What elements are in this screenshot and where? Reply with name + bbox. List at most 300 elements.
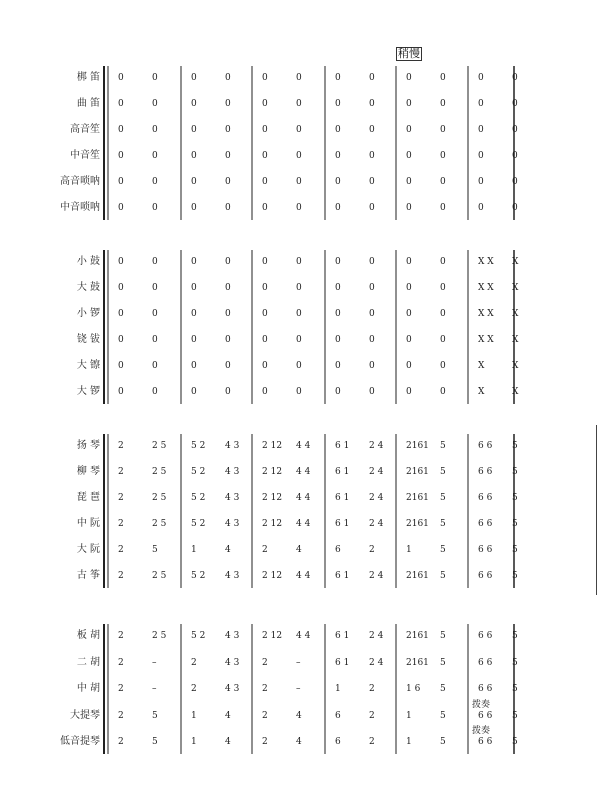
score-beat: 0 bbox=[152, 203, 158, 213]
score-beat: 5 2 bbox=[191, 631, 206, 641]
score-beat: 4 4 bbox=[296, 441, 311, 451]
instrument-name: 板 胡 bbox=[76, 630, 100, 641]
score-beat: 0 bbox=[152, 283, 158, 293]
score-beat: 6 6 bbox=[478, 545, 493, 555]
score-beat: X X bbox=[478, 309, 494, 319]
score-beat: 4 bbox=[296, 737, 302, 747]
score-beat: 0 bbox=[225, 283, 231, 293]
score-beat: X X bbox=[478, 335, 494, 345]
score-beat: 0 bbox=[262, 125, 268, 135]
score-beat: 6 1 bbox=[335, 571, 350, 581]
score-beat: 0 bbox=[440, 151, 446, 161]
instrument-name: 大 锣 bbox=[76, 386, 100, 397]
tempo-mark: 稍慢 bbox=[398, 47, 420, 60]
score-beat: 5 bbox=[440, 493, 446, 503]
score-beat: 2 bbox=[369, 737, 375, 747]
score-beat: 0 bbox=[118, 177, 124, 187]
score-beat: 2 5 bbox=[152, 493, 167, 503]
score-beat: 2 bbox=[118, 737, 124, 747]
score-beat: 6 6 bbox=[478, 710, 493, 721]
score-beat: 6 6 bbox=[478, 684, 493, 694]
score-beat: 5 bbox=[512, 710, 518, 721]
score-beat: 0 bbox=[406, 125, 412, 135]
score-beat: 0 bbox=[262, 73, 268, 83]
score-beat: 4 3 bbox=[225, 631, 240, 641]
score-beat: 1 bbox=[406, 710, 412, 721]
score-beat: 6 1 bbox=[335, 519, 350, 529]
score-beat: 0 bbox=[296, 177, 302, 187]
instrument-name: 中 胡 bbox=[76, 683, 100, 694]
score-beat: X bbox=[512, 335, 519, 345]
score-beat: 0 bbox=[118, 361, 124, 371]
score-beat: 2 bbox=[118, 519, 124, 529]
score-beat: 0 bbox=[335, 387, 341, 397]
score-beat: 6 6 bbox=[478, 519, 493, 529]
score-beat: 1 bbox=[406, 545, 412, 555]
score-beat: 0 bbox=[262, 283, 268, 293]
score-beat: 0 bbox=[262, 361, 268, 371]
score-beat: 2 bbox=[262, 684, 268, 694]
instrument-name: 高音唢呐 bbox=[60, 176, 100, 187]
score-beat: 2 4 bbox=[369, 657, 384, 668]
score-beat: 6 6 bbox=[478, 657, 493, 668]
score-beat: 0 bbox=[152, 361, 158, 371]
score-beat: 6 6 bbox=[478, 631, 493, 641]
score-beat: 2 bbox=[262, 710, 268, 721]
score-beat: 0 bbox=[478, 73, 484, 83]
score-beat: 2 bbox=[118, 571, 124, 581]
score-beat: 4 4 bbox=[296, 631, 311, 641]
score-beat: 0 bbox=[478, 177, 484, 187]
score-beat: 4 3 bbox=[225, 441, 240, 451]
score-beat: X bbox=[478, 387, 485, 397]
score-beat: 2 5 bbox=[152, 467, 167, 477]
score-beat: 2 4 bbox=[369, 519, 384, 529]
score-beat: 4 4 bbox=[296, 467, 311, 477]
score-beat: 0 bbox=[369, 73, 375, 83]
score-beat: 2 bbox=[369, 710, 375, 721]
score-beat: 0 bbox=[406, 151, 412, 161]
score-beat: 0 bbox=[512, 203, 518, 213]
score-beat: 2 5 bbox=[152, 441, 167, 451]
score-beat: 0 bbox=[335, 177, 341, 187]
score-beat: 0 bbox=[118, 283, 124, 293]
score-beat: 0 bbox=[152, 73, 158, 83]
score-beat: 0 bbox=[225, 257, 231, 267]
score-beat: 0 bbox=[335, 73, 341, 83]
score-beat: X X bbox=[478, 257, 494, 267]
score-beat: 4 bbox=[225, 710, 231, 721]
score-beat: 0 bbox=[406, 387, 412, 397]
score-beat: 0 bbox=[296, 125, 302, 135]
score-beat: X bbox=[512, 387, 519, 397]
score-beat: 6 1 bbox=[335, 657, 350, 668]
score-beat: 0 bbox=[296, 309, 302, 319]
score-beat: 0 bbox=[369, 151, 375, 161]
score-beat: 2 4 bbox=[369, 441, 384, 451]
score-beat: 5 2 bbox=[191, 467, 206, 477]
score-beat: 0 bbox=[118, 203, 124, 213]
score-beat: 4 3 bbox=[225, 467, 240, 477]
score-beat: 0 bbox=[296, 257, 302, 267]
page-edge-mark bbox=[596, 425, 597, 595]
score-beat: 5 bbox=[440, 631, 446, 641]
score-beat: 2161 bbox=[406, 493, 429, 503]
score-beat: 4 bbox=[225, 737, 231, 747]
score-beat: 5 bbox=[440, 710, 446, 721]
score-beat: 2 5 bbox=[152, 519, 167, 529]
score-beat: 5 bbox=[440, 545, 446, 555]
score-beat: 6 6 bbox=[478, 571, 493, 581]
score-beat: 2 bbox=[118, 657, 124, 668]
score-beat: 2 4 bbox=[369, 631, 384, 641]
score-beat: 0 bbox=[262, 177, 268, 187]
score-beat: 2 4 bbox=[369, 493, 384, 503]
score-beat: 0 bbox=[478, 203, 484, 213]
score-beat: 2 bbox=[118, 710, 124, 721]
score-beat: 6 6 bbox=[478, 441, 493, 451]
score-beat: 0 bbox=[118, 99, 124, 109]
score-beat: 0 bbox=[118, 151, 124, 161]
score-beat: 5 bbox=[440, 519, 446, 529]
score-beat: 2 bbox=[118, 545, 124, 555]
score-beat: 2 12 bbox=[262, 631, 283, 641]
score-beat: 0 bbox=[152, 151, 158, 161]
score-beat: 0 bbox=[262, 203, 268, 213]
score-beat: X bbox=[512, 257, 519, 267]
score-beat: 2 12 bbox=[262, 571, 283, 581]
score-beat: 0 bbox=[440, 387, 446, 397]
score-beat: 4 bbox=[296, 710, 302, 721]
score-beat: 2 bbox=[262, 545, 268, 555]
instrument-name: 曲 笛 bbox=[76, 98, 100, 109]
score-beat: 0 bbox=[296, 99, 302, 109]
score-beat: 0 bbox=[478, 125, 484, 135]
score-beat: – bbox=[152, 657, 157, 668]
score-beat: 1 bbox=[406, 737, 412, 747]
score-beat: 2161 bbox=[406, 519, 429, 529]
instrument-name: 大 鼓 bbox=[76, 282, 100, 293]
score-beat: 2161 bbox=[406, 441, 429, 451]
instrument-name: 小 鼓 bbox=[76, 256, 100, 267]
instrument-name: 小 锣 bbox=[76, 308, 100, 319]
score-beat: 0 bbox=[369, 335, 375, 345]
score-beat: 0 bbox=[335, 125, 341, 135]
score-beat: 5 bbox=[152, 545, 158, 555]
score-beat: 0 bbox=[191, 73, 197, 83]
score-beat: 0 bbox=[335, 257, 341, 267]
score-beat: 0 bbox=[369, 283, 375, 293]
score-beat: 0 bbox=[118, 73, 124, 83]
score-beat: 0 bbox=[335, 283, 341, 293]
score-beat: 1 bbox=[191, 737, 197, 747]
pizzicato-annotation: 拨奏 bbox=[472, 699, 491, 710]
score-beat: 4 3 bbox=[225, 571, 240, 581]
score-beat: 0 bbox=[152, 177, 158, 187]
score-beat: 0 bbox=[335, 151, 341, 161]
score-beat: 1 bbox=[191, 710, 197, 721]
score-beat: 5 bbox=[512, 519, 518, 529]
score-beat: 2 bbox=[191, 684, 197, 694]
score-beat: 5 bbox=[512, 631, 518, 641]
score-beat: 0 bbox=[406, 99, 412, 109]
score-beat: 2 bbox=[262, 737, 268, 747]
score-beat: 0 bbox=[440, 309, 446, 319]
score-beat: 2161 bbox=[406, 657, 429, 668]
score-beat: 1 bbox=[335, 684, 341, 694]
score-beat: 0 bbox=[191, 335, 197, 345]
score-beat: 0 bbox=[191, 203, 197, 213]
score-beat: 2 bbox=[118, 493, 124, 503]
score-beat: 0 bbox=[296, 73, 302, 83]
score-beat: 0 bbox=[225, 203, 231, 213]
score-beat: 4 3 bbox=[225, 657, 240, 668]
score-beat: 0 bbox=[191, 257, 197, 267]
score-beat: 5 2 bbox=[191, 571, 206, 581]
score-beat: 6 1 bbox=[335, 493, 350, 503]
score-beat: 0 bbox=[369, 387, 375, 397]
score-beat: 5 bbox=[440, 657, 446, 668]
score-beat: 0 bbox=[335, 335, 341, 345]
score-beat: 5 bbox=[512, 441, 518, 451]
score-beat: 0 bbox=[262, 387, 268, 397]
score-beat: 0 bbox=[440, 73, 446, 83]
score-beat: 2 5 bbox=[152, 631, 167, 641]
score-beat: 0 bbox=[118, 125, 124, 135]
score-beat: 6 bbox=[335, 710, 341, 721]
score-beat: 0 bbox=[296, 203, 302, 213]
score-beat: 0 bbox=[440, 99, 446, 109]
score-beat: X bbox=[512, 361, 519, 371]
score-beat: 2 5 bbox=[152, 571, 167, 581]
score-beat: 0 bbox=[406, 257, 412, 267]
score-beat: 0 bbox=[225, 387, 231, 397]
score-beat: 0 bbox=[118, 335, 124, 345]
score-beat: 0 bbox=[369, 361, 375, 371]
score-beat: 5 bbox=[152, 737, 158, 747]
score-beat: 0 bbox=[225, 177, 231, 187]
score-beat: 2 12 bbox=[262, 519, 283, 529]
instrument-name: 大 镲 bbox=[76, 360, 100, 371]
score-beat: 0 bbox=[191, 387, 197, 397]
score-beat: 0 bbox=[262, 99, 268, 109]
score-beat: 0 bbox=[512, 151, 518, 161]
score-beat: 2 bbox=[118, 467, 124, 477]
score-beat: 0 bbox=[262, 309, 268, 319]
score-beat: 0 bbox=[478, 151, 484, 161]
score-beat: 0 bbox=[225, 309, 231, 319]
instrument-name: 梆 笛 bbox=[76, 72, 100, 83]
score-beat: 5 bbox=[440, 441, 446, 451]
instrument-name: 扬 琴 bbox=[76, 440, 100, 451]
score-beat: 5 bbox=[440, 571, 446, 581]
score-beat: 0 bbox=[191, 309, 197, 319]
score-beat: 0 bbox=[512, 177, 518, 187]
score-beat: 0 bbox=[225, 361, 231, 371]
score-beat: 2 12 bbox=[262, 493, 283, 503]
score-beat: 6 1 bbox=[335, 631, 350, 641]
instrument-name: 大 阮 bbox=[76, 544, 100, 555]
score-beat: – bbox=[296, 657, 301, 668]
score-beat: X bbox=[478, 361, 485, 371]
score-beat: – bbox=[296, 684, 301, 694]
score-beat: 4 3 bbox=[225, 519, 240, 529]
score-beat: 1 bbox=[191, 545, 197, 555]
score-beat: 4 4 bbox=[296, 519, 311, 529]
instrument-name: 二 胡 bbox=[76, 656, 100, 668]
score-beat: 6 1 bbox=[335, 467, 350, 477]
score-beat: 2 4 bbox=[369, 467, 384, 477]
score-beat: 2 bbox=[118, 684, 124, 694]
score-beat: 5 2 bbox=[191, 519, 206, 529]
score-beat: 0 bbox=[118, 387, 124, 397]
instrument-name: 低音提琴 bbox=[60, 736, 100, 747]
score-beat: 4 3 bbox=[225, 684, 240, 694]
score-beat: 2 bbox=[369, 684, 375, 694]
score-beat: 2 12 bbox=[262, 441, 283, 451]
score-beat: 0 bbox=[152, 335, 158, 345]
score-beat: 0 bbox=[225, 73, 231, 83]
score-beat: 4 4 bbox=[296, 571, 311, 581]
instrument-name: 铙 钹 bbox=[76, 334, 100, 345]
score-beat: 0 bbox=[152, 257, 158, 267]
score-beat: 5 bbox=[512, 684, 518, 694]
score-beat: 0 bbox=[406, 361, 412, 371]
score-beat: 0 bbox=[191, 361, 197, 371]
score-beat: 4 bbox=[225, 545, 231, 555]
score-beat: 0 bbox=[369, 177, 375, 187]
score-beat: 0 bbox=[369, 203, 375, 213]
score-beat: 0 bbox=[335, 361, 341, 371]
pizzicato-annotation: 拨奏 bbox=[472, 726, 491, 736]
score-beat: 0 bbox=[296, 387, 302, 397]
score-beat: 0 bbox=[512, 73, 518, 83]
score-beat: 0 bbox=[262, 151, 268, 161]
score-beat: 2161 bbox=[406, 467, 429, 477]
score-beat: 2 bbox=[118, 631, 124, 641]
score-beat: 1 6 bbox=[406, 684, 421, 694]
score-beat: 0 bbox=[406, 203, 412, 213]
score-beat: 0 bbox=[191, 177, 197, 187]
score-beat: 6 bbox=[335, 545, 341, 555]
score-beat: 0 bbox=[369, 309, 375, 319]
score-beat: 0 bbox=[225, 151, 231, 161]
score-beat: 2 bbox=[262, 657, 268, 668]
score-beat: 5 bbox=[512, 493, 518, 503]
score-beat: 0 bbox=[406, 177, 412, 187]
score-beat: 0 bbox=[262, 257, 268, 267]
score-beat: 0 bbox=[191, 283, 197, 293]
score-beat: 0 bbox=[406, 283, 412, 293]
score-beat: 5 bbox=[512, 571, 518, 581]
score-beat: 6 6 bbox=[478, 737, 493, 747]
score-beat: 0 bbox=[118, 309, 124, 319]
score-beat: 0 bbox=[440, 125, 446, 135]
score-beat: 0 bbox=[440, 257, 446, 267]
score-beat: 4 4 bbox=[296, 493, 311, 503]
score-beat: 0 bbox=[296, 283, 302, 293]
instrument-name: 中音唢呐 bbox=[60, 202, 100, 213]
score-beat: 0 bbox=[478, 99, 484, 109]
score-beat: 0 bbox=[296, 335, 302, 345]
score-beat: 5 bbox=[512, 545, 518, 555]
score-beat: 0 bbox=[152, 99, 158, 109]
score-beat: X bbox=[512, 309, 519, 319]
score-beat: 2 bbox=[191, 657, 197, 668]
score-beat: 0 bbox=[225, 335, 231, 345]
score-beat: 5 bbox=[512, 657, 518, 668]
score-beat: 0 bbox=[152, 125, 158, 135]
instrument-name: 中 阮 bbox=[76, 518, 100, 529]
score-beat: – bbox=[152, 684, 157, 694]
score-beat: 2 bbox=[369, 545, 375, 555]
score-beat: 6 6 bbox=[478, 467, 493, 477]
score-beat: 5 bbox=[440, 684, 446, 694]
score-beat: 2 bbox=[118, 441, 124, 451]
score-beat: 0 bbox=[118, 257, 124, 267]
score-beat: 5 2 bbox=[191, 493, 206, 503]
score-beat: 0 bbox=[406, 335, 412, 345]
score-beat: 5 bbox=[440, 467, 446, 477]
score-beat: 0 bbox=[335, 203, 341, 213]
score-beat: 5 bbox=[152, 710, 158, 721]
score-beat: 0 bbox=[296, 151, 302, 161]
score-beat: 2161 bbox=[406, 571, 429, 581]
score-beat: 0 bbox=[262, 335, 268, 345]
instrument-name: 中音笙 bbox=[70, 150, 100, 161]
score-beat: 0 bbox=[191, 99, 197, 109]
score-beat: 0 bbox=[440, 335, 446, 345]
score-beat: 0 bbox=[440, 361, 446, 371]
score-beat: 0 bbox=[512, 99, 518, 109]
score-beat: 0 bbox=[225, 99, 231, 109]
score-beat: 0 bbox=[440, 203, 446, 213]
score-beat: 0 bbox=[191, 125, 197, 135]
score-beat: 0 bbox=[335, 99, 341, 109]
score-beat: 0 bbox=[296, 361, 302, 371]
score-beat: 0 bbox=[225, 125, 231, 135]
score-beat: 2 4 bbox=[369, 571, 384, 581]
score-beat: 0 bbox=[406, 73, 412, 83]
score-beat: 6 bbox=[335, 737, 341, 747]
score-beat: 6 1 bbox=[335, 441, 350, 451]
score-beat: 5 bbox=[440, 737, 446, 747]
score-beat: 0 bbox=[440, 283, 446, 293]
score-beat: 4 3 bbox=[225, 493, 240, 503]
score-beat: 0 bbox=[369, 99, 375, 109]
score-beat: 0 bbox=[369, 257, 375, 267]
score-beat: X bbox=[512, 283, 519, 293]
score-beat: 0 bbox=[369, 125, 375, 135]
score-beat: 6 6 bbox=[478, 493, 493, 503]
score-beat: 0 bbox=[152, 309, 158, 319]
instrument-name: 柳 琴 bbox=[76, 466, 100, 477]
instrument-name: 高音笙 bbox=[70, 124, 100, 135]
score-beat: 0 bbox=[406, 309, 412, 319]
score-beat: 0 bbox=[191, 151, 197, 161]
score-beat: 0 bbox=[512, 125, 518, 135]
score-beat: 0 bbox=[335, 309, 341, 319]
score-beat: 5 bbox=[512, 467, 518, 477]
score-beat: 0 bbox=[440, 177, 446, 187]
instrument-name: 古 筝 bbox=[76, 570, 100, 581]
score-beat: 2161 bbox=[406, 631, 429, 641]
score-beat: 4 bbox=[296, 545, 302, 555]
score-beat: X X bbox=[478, 283, 494, 293]
score-beat: 5 bbox=[512, 737, 518, 747]
score-beat: 2 12 bbox=[262, 467, 283, 477]
score-beat: 5 2 bbox=[191, 441, 206, 451]
